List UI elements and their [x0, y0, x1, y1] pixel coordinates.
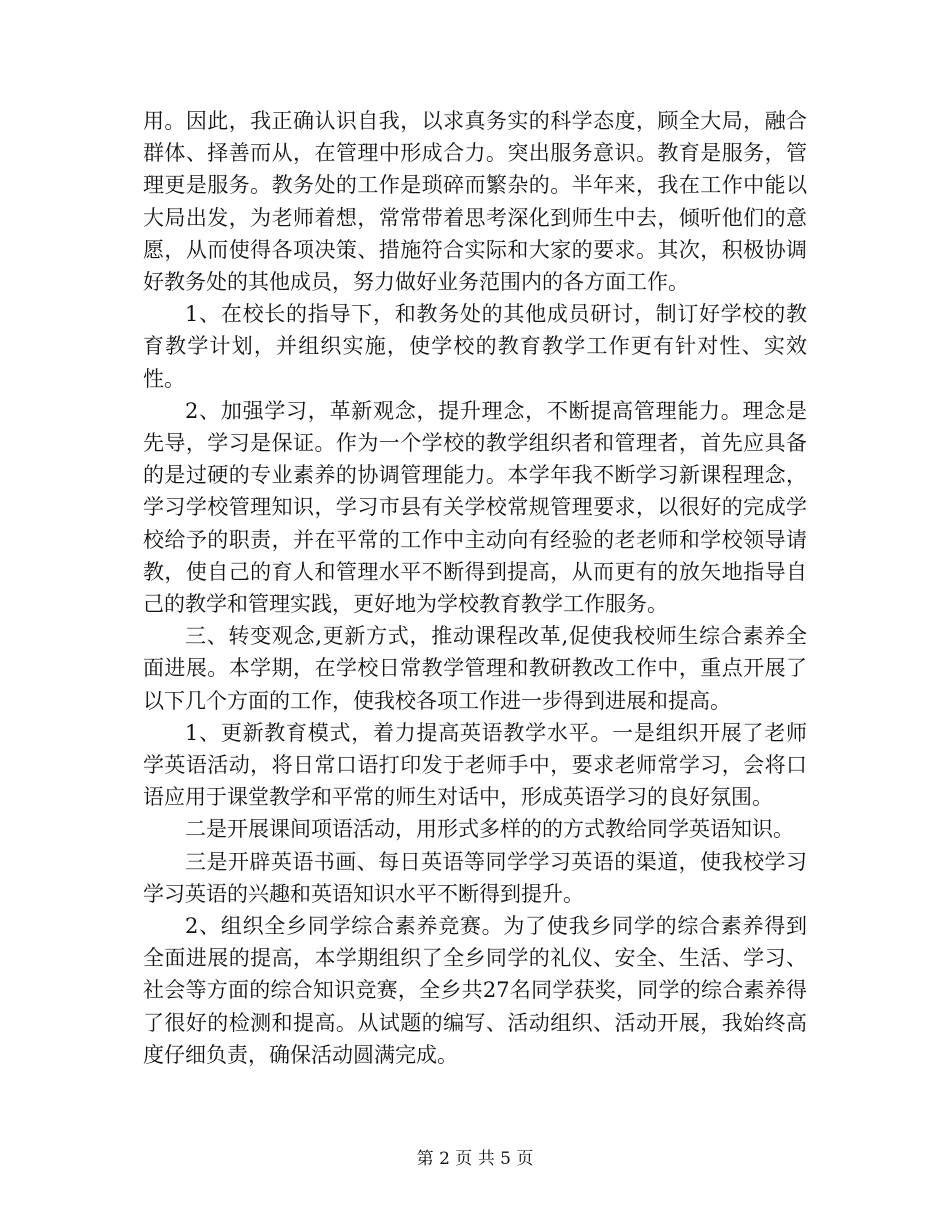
paragraph-item-2-competition: 2、组织全乡同学综合素养竞赛。为了使我乡同学的综合素养得到全面进展的提高，本学期组织了全乡同学的礼仪、安全、生活、学习、社会等方面的综合知识竞赛，全乡共27名同学获奖，同学的综合素养得了很好的检测和提高。从试题的编写、活动组织、活动开展，我始终高度仔细负责，确保活动圆满完成。 [143, 914, 807, 1067]
paragraph-item-1-english: 1、更新教育模式，着力提高英语教学水平。一是组织开展了老师学英语活动，将日常口语打印发于老师手中，要求老师常学习，会将口语应用于课堂教学和平常的师生对话中，形成英语学习的良好氛围。 [143, 720, 807, 810]
paragraph-english-activity-2: 二是开展课间项语活动，用形式多样的的方式教给同学英语知识。 [185, 817, 794, 842]
page-number-footer: 第 2 页 共 5 页 [416, 1149, 534, 1169]
paragraph-section-3-heading: 三、转变观念,更新方式，推动课程改革,促使我校师生综合素养全面进展。本学期，在学校日常教学管理和教研教改工作中，重点开展了以下几个方面的工作，使我校各项工作进一步得到进展和提高。 [143, 624, 807, 713]
paragraph-continuation: 用。因此，我正确认识自我，以求真务实的科学态度，顾全大局，融合群体、择善而从，在管理中形成合力。突出服务意识。教育是服务，管理更是服务。教务处的工作是琐碎而繁杂的。半年来，我在工作中能以大局出发，为老师着想，常常带着思考深化到师生中去，倾听他们的意愿，从而使得各项决策、措施符合实际和大家的要求。其次，积极协调好教务处的其他成员，努力做好业务范围内的各方面工作。 [143, 109, 807, 295]
paragraph-english-activity-3: 三是开辟英语书画、每日英语等同学学习英语的渠道，使我校学习学习英语的兴趣和英语知识水平不断得到提升。 [143, 849, 807, 906]
paragraph-item-1-plan: 1、在校长的指导下，和教务处的其他成员研讨，制订好学校的教育教学计划，并组织实施，使学校的教育教学工作更有针对性、实效性。 [143, 302, 807, 391]
paragraph-item-2-learning: 2、加强学习，革新观念，提升理念，不断提高管理能力。理念是先导，学习是保证。作为一个学校的教学组织者和管理者，首先应具备的是过硬的专业素养的协调管理能力。本学年我不断学习新课程理念，学习学校管理知识，学习市县有关学校常规管理要求，以很好的完成学校给予的职责，并在平常的工作中主动向有经验的老老师和学校领导请教，使自己的育人和管理水平不断得到提高，从而更有的放矢地指导自己的教学和管理实践，更好地为学校教育教学工作服务。 [143, 398, 807, 617]
document-body [143, 105, 807, 1071]
